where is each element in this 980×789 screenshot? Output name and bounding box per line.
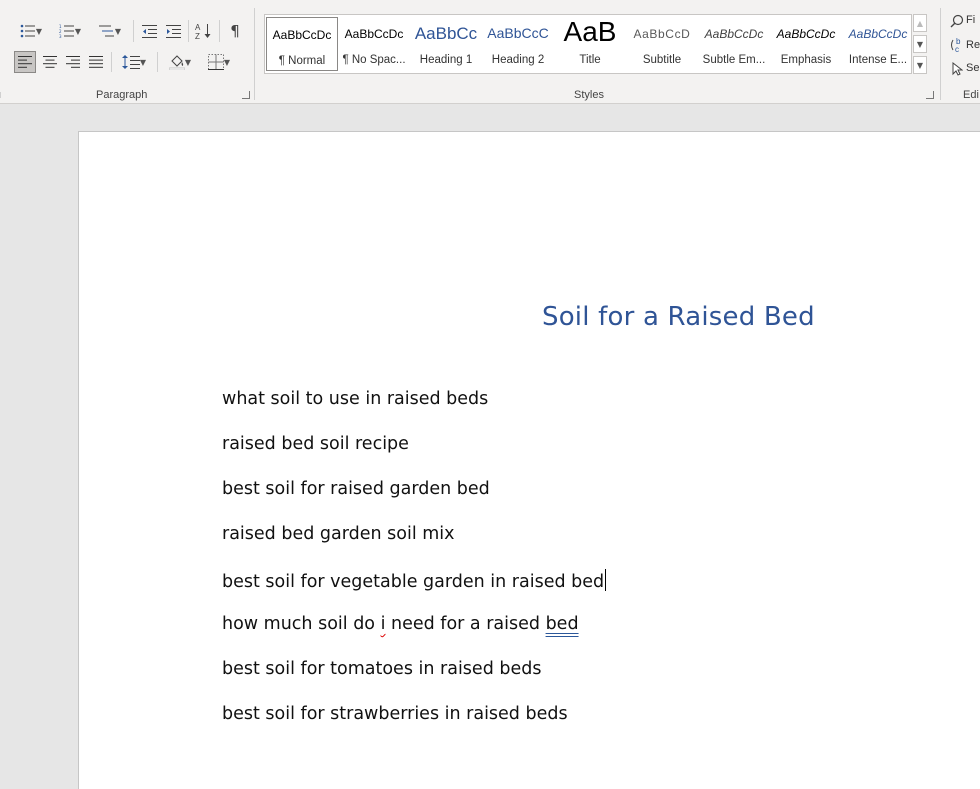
shading-button[interactable] bbox=[163, 51, 197, 73]
separator bbox=[111, 52, 112, 72]
align-center-icon bbox=[43, 56, 57, 68]
show-formatting-button[interactable] bbox=[225, 20, 245, 42]
paragraph-text: best soil for vegetable garden in raised bed bbox=[222, 572, 605, 592]
paragraph-dialog-launcher[interactable] bbox=[242, 91, 250, 99]
separator bbox=[157, 52, 158, 72]
increase-indent-button[interactable] bbox=[164, 22, 182, 40]
align-center-button[interactable] bbox=[40, 51, 60, 73]
style-preview: AaB bbox=[563, 17, 617, 47]
style-name: ¶ Normal bbox=[278, 55, 326, 67]
style-subtitle[interactable] bbox=[626, 17, 698, 71]
styles-group-label: Styles bbox=[574, 89, 604, 101]
svg-text:A: A bbox=[195, 23, 201, 32]
svg-text:2: 2 bbox=[58, 29, 62, 34]
replace-button[interactable] bbox=[949, 36, 965, 54]
style-name: Subtitle bbox=[642, 54, 682, 66]
paragraph-with-cursor[interactable] bbox=[222, 569, 606, 592]
sort-button[interactable] bbox=[193, 20, 215, 42]
more-icon: ▼ bbox=[916, 60, 924, 70]
style-subtle-emphasis[interactable] bbox=[698, 17, 770, 71]
sort-az-icon bbox=[195, 22, 213, 40]
style-heading-2[interactable] bbox=[482, 17, 554, 71]
find-label[interactable]: Fi bbox=[966, 14, 976, 26]
borders-button[interactable] bbox=[202, 51, 236, 73]
svg-text:Z: Z bbox=[195, 32, 200, 40]
select-label[interactable]: Se bbox=[966, 62, 980, 74]
paragraph-group-label: Paragraph bbox=[96, 89, 148, 101]
style-preview: AaBbCcDc bbox=[272, 28, 332, 42]
paragraph-text: need for a raised bbox=[385, 614, 546, 634]
line-spacing-icon bbox=[122, 55, 140, 69]
style-no-spacing[interactable] bbox=[338, 17, 410, 71]
align-left-button[interactable] bbox=[14, 51, 36, 73]
gallery-scroll-up-button[interactable] bbox=[913, 14, 927, 32]
style-preview: AaBbCcC bbox=[487, 25, 549, 41]
chevron-down-icon: ▼ bbox=[74, 26, 82, 36]
multilevel-list-icon bbox=[99, 24, 115, 38]
grammar-flag-word[interactable]: bed bbox=[545, 614, 579, 634]
gallery-scroll-down-button[interactable] bbox=[913, 35, 927, 53]
paint-bucket-icon bbox=[169, 54, 185, 70]
styles-gallery bbox=[264, 14, 912, 74]
left-edge-marker bbox=[0, 92, 1, 98]
style-heading-1[interactable] bbox=[410, 17, 482, 71]
style-preview: AaBbCcDc bbox=[704, 27, 764, 41]
svg-text:3: 3 bbox=[58, 34, 62, 38]
decrease-indent-icon bbox=[142, 25, 157, 38]
text-cursor bbox=[605, 569, 606, 591]
style-name: Heading 1 bbox=[419, 54, 473, 66]
style-preview: AaBbCcDc bbox=[776, 27, 836, 41]
increase-indent-icon bbox=[166, 25, 181, 38]
align-left-icon bbox=[18, 56, 32, 68]
ribbon bbox=[0, 0, 980, 104]
paragraph[interactable]: what soil to use in raised beds bbox=[222, 389, 489, 409]
separator bbox=[188, 20, 189, 42]
paragraph[interactable]: best soil for tomatoes in raised beds bbox=[222, 659, 542, 679]
replace-label[interactable]: Re bbox=[966, 39, 980, 51]
borders-icon bbox=[208, 54, 224, 70]
align-right-button[interactable] bbox=[63, 51, 83, 73]
style-name: ¶ No Spac... bbox=[342, 54, 406, 66]
cursor-arrow-icon bbox=[951, 62, 963, 76]
styles-dialog-launcher[interactable] bbox=[926, 91, 934, 99]
style-name: Intense E... bbox=[848, 54, 908, 66]
chevron-down-icon: ▼ bbox=[184, 57, 192, 67]
align-right-icon bbox=[66, 56, 80, 68]
paragraph[interactable] bbox=[222, 614, 579, 634]
chevron-down-icon: ▼ bbox=[916, 39, 924, 49]
chevron-down-icon: ▼ bbox=[114, 26, 122, 36]
style-normal[interactable] bbox=[266, 17, 338, 71]
svg-text:b: b bbox=[956, 37, 961, 46]
style-name: Title bbox=[579, 54, 601, 66]
style-name: Subtle Em... bbox=[702, 54, 766, 66]
chevron-up-icon: ▲ bbox=[916, 18, 924, 28]
justify-icon bbox=[89, 56, 103, 68]
chevron-down-icon: ▼ bbox=[223, 57, 231, 67]
separator bbox=[219, 20, 220, 42]
paragraph-text: how much soil do bbox=[222, 614, 381, 634]
style-preview: AaBbCcDc bbox=[344, 27, 404, 41]
numbering-button[interactable] bbox=[54, 22, 86, 40]
pilcrow-icon: ¶ bbox=[230, 22, 240, 40]
style-preview: AaBbCcD bbox=[633, 27, 691, 41]
style-name: Heading 2 bbox=[491, 54, 545, 66]
bullets-button[interactable] bbox=[16, 22, 46, 40]
select-button[interactable] bbox=[949, 60, 965, 78]
style-preview: AaBbCc bbox=[414, 24, 478, 43]
editing-group-label: Edi bbox=[963, 89, 979, 101]
svg-text:1: 1 bbox=[58, 24, 62, 29]
paragraph[interactable]: best soil for raised garden bed bbox=[222, 479, 490, 499]
style-emphasis[interactable] bbox=[770, 17, 842, 71]
bullet-list-icon bbox=[20, 24, 36, 38]
separator bbox=[133, 20, 134, 42]
paragraph[interactable]: raised bed soil recipe bbox=[222, 434, 409, 454]
svg-text:c: c bbox=[955, 45, 959, 53]
style-preview: AaBbCcDc bbox=[848, 27, 908, 41]
document-title[interactable]: Soil for a Raised Bed bbox=[542, 302, 815, 332]
gallery-more-button[interactable] bbox=[913, 56, 927, 74]
replace-icon bbox=[950, 37, 964, 53]
numbered-list-icon bbox=[59, 24, 75, 38]
paragraph[interactable]: raised bed garden soil mix bbox=[222, 524, 455, 544]
paragraph[interactable]: best soil for strawberries in raised beds bbox=[222, 704, 568, 724]
style-title[interactable] bbox=[554, 17, 626, 71]
group-separator bbox=[940, 8, 941, 100]
justify-button[interactable] bbox=[86, 51, 106, 73]
magnifier-icon bbox=[950, 14, 964, 28]
find-button[interactable] bbox=[949, 12, 965, 30]
chevron-down-icon: ▼ bbox=[35, 26, 43, 36]
style-name: Emphasis bbox=[780, 54, 832, 66]
style-intense-emphasis[interactable] bbox=[842, 17, 914, 71]
spelling-error-word[interactable]: i bbox=[380, 614, 386, 634]
chevron-down-icon: ▼ bbox=[139, 57, 147, 67]
line-spacing-button[interactable] bbox=[117, 51, 151, 73]
decrease-indent-button[interactable] bbox=[140, 22, 158, 40]
document-page[interactable] bbox=[78, 131, 980, 789]
multilevel-list-button[interactable] bbox=[94, 22, 126, 40]
group-separator bbox=[254, 8, 255, 100]
